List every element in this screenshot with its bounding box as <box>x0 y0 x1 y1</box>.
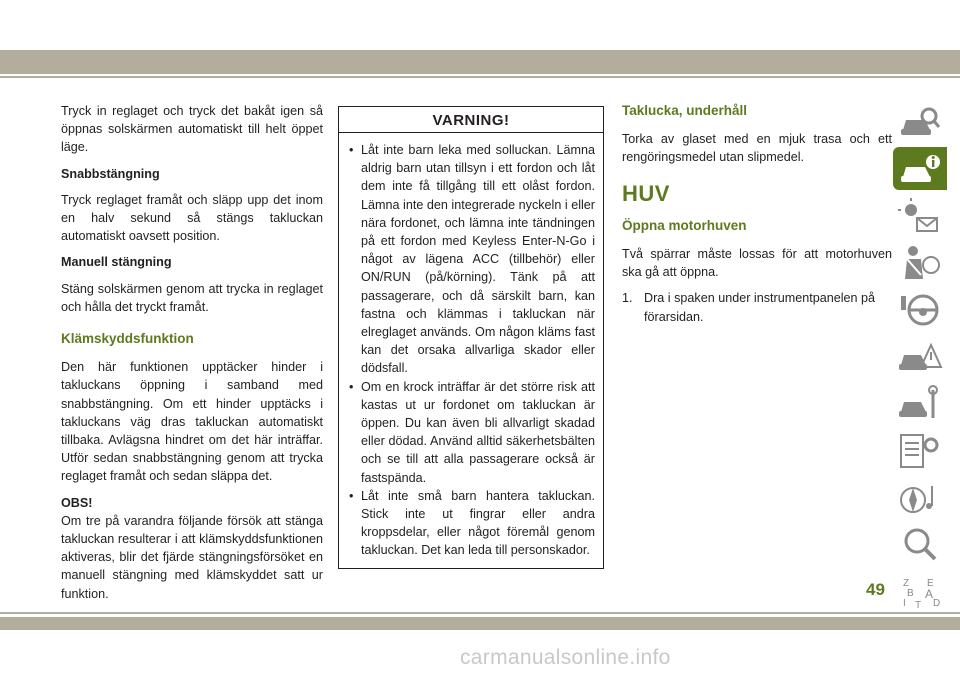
svg-text:A: A <box>925 587 934 601</box>
tab-car-warning[interactable] <box>893 335 947 378</box>
svg-text:D: D <box>933 598 941 609</box>
car-tools-icon <box>897 384 943 424</box>
klamskydd-heading: Klämskyddsfunktion <box>61 331 194 347</box>
intro-paragraph: Tryck in reglaget och tryck det bakåt igen så öppnas solskärmen automatiskt till helt öppet läge. <box>61 104 323 155</box>
svg-text:B: B <box>907 588 914 599</box>
warning-title: VARNING! <box>339 107 603 133</box>
page-number: 49 <box>866 580 885 599</box>
tab-seatbelt-airbag[interactable] <box>893 241 947 284</box>
music-nav-icon <box>897 478 943 518</box>
klamskydd-text: Den här funktionen upptäcker hinder i takluckans öppning i samband med snabbstängning. Om ett hinder upptäcks i takluckans väg dras takluckan automatiskt tillbaka. Avlägsna hindret om det här inträffar. Utför sedan snabbstängning genom att trycka reglaget framåt och sedan släppa det. <box>61 360 323 484</box>
oppna-motorhuven-heading: Öppna motorhuven <box>622 217 747 233</box>
obs-text: Om tre på varandra följande försök att stänga takluckan resulterar i att klämskyddsfunktionen aktiveras, blir det fjärde stängningsförsöket en manuell stängning med klämskyddet satt ur funktion. <box>61 513 323 601</box>
tab-steering-wheel[interactable] <box>893 288 947 331</box>
footer-rule <box>0 612 960 614</box>
step-text: Dra i spaken under instrumentpanelen på förarsidan. <box>644 291 876 324</box>
watermark: carmanualsonline.info <box>460 646 671 669</box>
light-mail-icon <box>897 196 943 236</box>
tab-list-gear[interactable] <box>893 429 947 472</box>
warning-item: • Låt inte barn leka med solluckan. Lämna aldrig barn utan tillsyn i ett fordon och låt dem inte få tillgång till ett olåst fordon. Lämna inte den integrerade nyckeln i eller nära fordonet, och lämna inte tändningen på ett fordon med Keyless Enter-N-Go i något av lägena ACC (tillbehör) eller ON/RUN (på/körning). Tänk på att passagerare, och då särskilt barn, kan fastna och klämmas i takluckan när elreglaget används. Om någon kläms fast kan det orsaka allvarliga skador eller dödsfall. <box>349 141 595 378</box>
snabbstangning-heading: Snabbstängning <box>61 166 160 181</box>
right-column <box>622 102 892 326</box>
svg-text:Z: Z <box>903 578 910 589</box>
tab-search[interactable] <box>893 523 947 566</box>
chapter-tabs <box>893 100 947 617</box>
tab-alphabet-index[interactable] <box>893 570 947 613</box>
snabbstangning-text: Tryck reglaget framåt och släpp upp det inom en halv sekund så stängs takluckan automatiskt oavsett position. <box>61 192 323 244</box>
huv-heading: HUV <box>622 180 670 206</box>
alphabet-index-icon <box>897 572 943 612</box>
search-icon <box>897 525 943 565</box>
manuell-stangning-heading: Manuell stängning <box>61 255 172 270</box>
header-band <box>0 50 960 74</box>
warning-list <box>339 133 603 568</box>
tab-car-search[interactable] <box>893 100 947 143</box>
footer-band <box>0 617 960 630</box>
step-number: 1. <box>622 291 633 306</box>
warning-item: • Om en krock inträffar är det större risk att kastas ut ur fordonet om takluckan är öppen. Du kan även bli allvarligt skadad eller dödad. Använd alltid säkerhetsbälten och se till att alla passagerare också är fastspända. <box>349 378 595 487</box>
tab-car-tools[interactable] <box>893 382 947 425</box>
car-info-icon <box>897 149 943 189</box>
list-gear-icon <box>897 431 943 471</box>
header-rule <box>0 76 960 78</box>
seatbelt-airbag-icon <box>897 243 943 283</box>
obs-heading: OBS! <box>61 495 93 510</box>
tab-light-mail[interactable] <box>893 194 947 237</box>
svg-text:I: I <box>903 598 906 609</box>
car-search-icon <box>897 102 943 142</box>
oppna-motorhuven-text: Två spärrar måste lossas för att motorhuven ska gå att öppna. <box>622 247 892 280</box>
taklucka-underhall-text: Torka av glaset med en mjuk trasa och ett rengöringsmedel utan slipmedel. <box>622 132 892 165</box>
svg-text:E: E <box>927 578 934 589</box>
steering-wheel-icon <box>897 290 943 330</box>
tab-car-info[interactable] <box>893 147 947 190</box>
steps-list <box>622 289 892 325</box>
car-warning-icon <box>897 337 943 377</box>
taklucka-underhall-heading: Taklucka, underhåll <box>622 103 748 118</box>
tab-music-nav[interactable] <box>893 476 947 519</box>
svg-text:T: T <box>915 600 922 611</box>
warning-box <box>338 106 604 569</box>
step-item <box>622 289 892 325</box>
left-column <box>61 102 323 611</box>
manuell-stangning-text: Stäng solskärmen genom att trycka in reglaget och hålla det tryckt framåt. <box>61 281 323 314</box>
warning-item: • Låt inte små barn hantera takluckan. Stick inte ut fingrar eller andra kroppsdelar, eller något föremål genom takluckan. Det kan leda till personskador. <box>349 487 595 560</box>
